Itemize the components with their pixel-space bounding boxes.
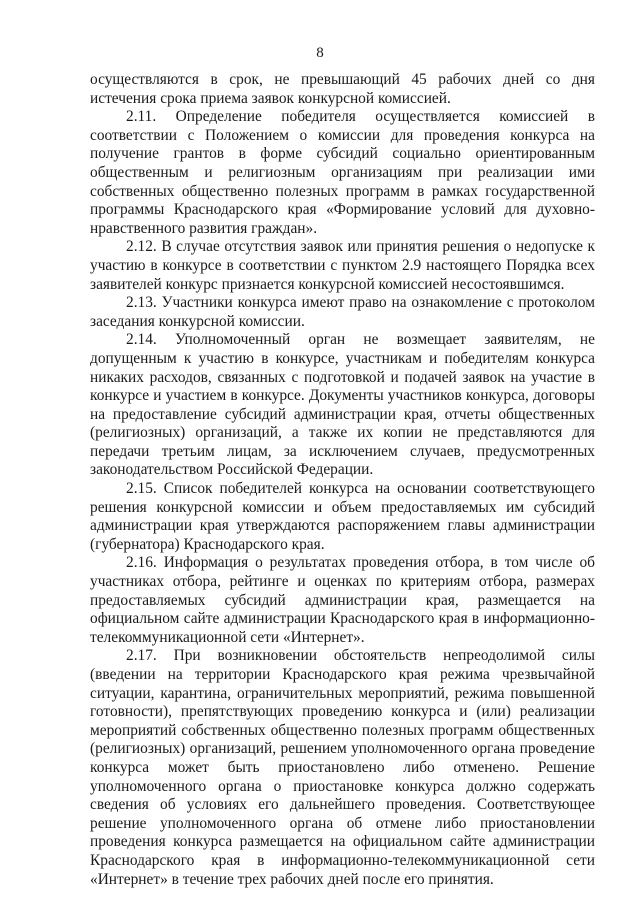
paragraph-2-17 (90, 647, 595, 889)
paragraph-number: 2.12. (126, 238, 157, 256)
paragraph-2-15 (90, 480, 595, 554)
paragraph-number: 2.11. (126, 108, 157, 126)
paragraph-2-14 (90, 331, 595, 480)
paragraph-2-11 (90, 108, 595, 238)
paragraph-2-16 (90, 554, 595, 647)
paragraph-2-12 (90, 238, 595, 294)
paragraph-text: осуществляются в срок, не превышающий 45 рабочих дней со дня истечения срока приема заявок конкурсной комиссией. (90, 71, 595, 107)
paragraph-text: Участники конкурса имеют право на ознакомление с протоколом заседания конкурсной комиссии. (90, 294, 595, 330)
document-body (90, 71, 595, 889)
paragraph-number: 2.13. (126, 294, 157, 312)
paragraph-number: 2.17. (126, 647, 157, 665)
paragraph-continuation (90, 71, 595, 108)
paragraph-text: В случае отсутствия заявок или принятия решения о недопуске к участию в конкурсе в соответствии с пунктом 2.9 настоящего Порядка всех заявителей конкурс признается конкурсной комиссией несостоявшимся. (90, 238, 595, 293)
paragraph-2-13 (90, 294, 595, 331)
paragraph-number: 2.14. (126, 331, 157, 349)
paragraph-number: 2.15. (126, 480, 157, 498)
paragraph-number: 2.16. (126, 554, 157, 572)
paragraph-text: Список победителей конкурса на основании соответствующего решения конкурсной комиссии и объем предоставляемых им субсидий администрации края утверждаются распоряжением главы администрации (губернатора) Краснодарского края. (90, 480, 595, 553)
page-number: 8 (316, 45, 324, 61)
paragraph-text: При возникновении обстоятельств непреодолимой силы (введении на территории Краснодарского края режима чрезвычайной ситуации, карантина, ограничительных мероприятий, режима повышенной готовности), препятствующих проведению конкурса и (или) реализации мероприятий собственных общественно полезных программ общественных (религиозных) организаций, решением уполномоченного органа проведение конкурса может быть приостановлено либо отменено. Решение уполномоченного органа о приостановке конкурса должно содержать сведения об условиях его дальнейшего проведения. Соответствующее решение уполномоченного органа об отмене либо приостановлении проведения конкурса размещается на официальном сайте администрации Краснодарского края в информационно-телекоммуникационной сети «Интернет» в течение трех рабочих дней после его принятия. (90, 647, 595, 888)
paragraph-text: Уполномоченный орган не возмещает заявителям, не допущенным к участию в конкурсе, участникам и победителям конкурса никаких расходов, связанных с подготовкой и подачей заявок на участие в конкурсе и участием в конкурсе. Документы участников конкурса, договоры на предоставление субсидий администрации края, отчеты общественных (религиозных) организаций, а также их копии не представляются для передачи третьим лицам, за исключением случаев, предусмотренных законодательством Российской Федерации. (90, 331, 595, 479)
paragraph-text: Определение победителя осуществляется комиссией в соответствии с Положением о комиссии для проведения конкурса на получение грантов в форме субсидий социально ориентированным общественным и религиозным организациям при реализации ими собственных общественно полезных программ в рамках государственной программы Краснодарского края «Формирование условий для духовно-нравственного развития граждан». (90, 108, 595, 237)
paragraph-text: Информация о результатах проведения отбора, в том числе об участниках отбора, рейтинге и оценках по критериям отбора, размерах предоставляемых субсидий администрации края, размещается на официальном сайте администрации Краснодарского края в информационно-телекоммуникационной сети «Интернет». (90, 554, 595, 646)
